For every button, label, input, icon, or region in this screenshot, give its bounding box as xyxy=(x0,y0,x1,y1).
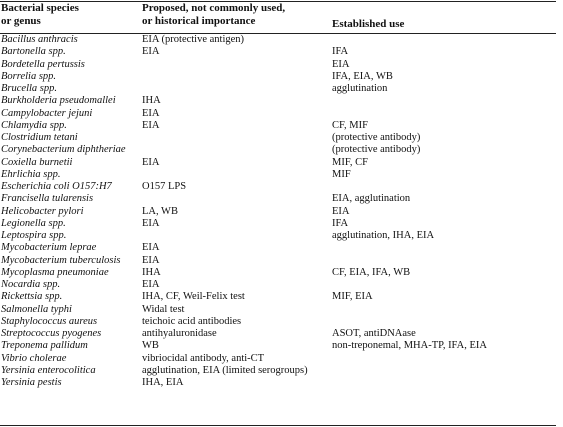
cell-proposed: agglutination, EIA (limited serogroups) xyxy=(142,364,308,376)
table-row xyxy=(0,304,560,316)
cell-genus: Helicobacter pylori xyxy=(1,205,84,217)
cell-established: (protective antibody) xyxy=(332,144,421,156)
cell-proposed: WB xyxy=(142,340,159,352)
table-row xyxy=(0,71,560,83)
cell-established: EIA, agglutination xyxy=(332,193,411,205)
cell-genus: Streptococcus pyogenes xyxy=(1,328,102,339)
cell-proposed: teichoic acid antibodies xyxy=(142,315,242,327)
table-row xyxy=(0,120,560,132)
cell-genus: Corynebacterium diphtheriae xyxy=(1,144,126,156)
cell-proposed: Widal test xyxy=(142,303,185,315)
cell-proposed: EIA xyxy=(142,156,160,168)
table-body xyxy=(0,34,560,389)
cell-established: EIA xyxy=(332,205,350,217)
cell-genus: Burkholderia pseudomallei xyxy=(1,95,116,107)
table-row xyxy=(0,291,560,303)
header-genus-line-2: or genus xyxy=(1,15,41,27)
cell-established: EIA xyxy=(332,58,350,70)
cell-proposed: vibriocidal antibody, anti-CT xyxy=(142,352,265,364)
cell-proposed: O157 LPS xyxy=(142,181,187,192)
table-row xyxy=(0,181,560,193)
cell-established: MIF xyxy=(332,168,351,180)
table-row xyxy=(0,267,560,279)
table-row xyxy=(0,353,560,365)
cell-established: CF, EIA, IFA, WB xyxy=(332,266,411,278)
cell-proposed: EIA xyxy=(142,46,160,58)
cell-genus: Leptospira spp. xyxy=(1,230,67,241)
cell-genus: Bacillus anthracis xyxy=(1,34,78,45)
cell-established: non-treponemal, MHA-TP, IFA, EIA xyxy=(332,340,487,352)
cell-genus: Borrelia spp. xyxy=(1,70,57,82)
cell-genus: Ehrlichia spp. xyxy=(1,168,61,180)
cell-genus: Nocardia spp. xyxy=(1,279,61,290)
cell-proposed: EIA xyxy=(142,254,160,266)
cell-proposed: antihyaluronidase xyxy=(142,328,217,339)
cell-established: IFA, EIA, WB xyxy=(332,70,393,82)
table-row xyxy=(0,144,560,156)
cell-proposed: IHA xyxy=(142,266,161,278)
header-established xyxy=(332,18,552,31)
cell-genus: Rickettsia spp. xyxy=(1,291,63,303)
cell-proposed: IHA xyxy=(142,95,161,107)
header-established-line-1: Established use xyxy=(332,18,405,30)
table-row xyxy=(0,132,560,144)
cell-proposed: EIA xyxy=(142,279,160,290)
cell-genus: Mycoplasma pneumoniae xyxy=(1,266,109,278)
cell-proposed: IHA, EIA xyxy=(142,377,184,388)
header-proposed-line-1: Proposed, not commonly used, xyxy=(142,2,286,14)
cell-genus: Yersinia pestis xyxy=(1,377,62,388)
cell-genus: Bartonella spp. xyxy=(1,46,66,58)
cell-proposed: EIA xyxy=(142,217,160,229)
cell-established: agglutination, IHA, EIA xyxy=(332,230,435,241)
table-row xyxy=(0,34,560,46)
table-row xyxy=(0,328,560,340)
cell-genus: Chlamydia spp. xyxy=(1,119,67,131)
table-row xyxy=(0,230,560,242)
table-row xyxy=(0,59,560,71)
table-row xyxy=(0,193,560,205)
table-row xyxy=(0,365,560,377)
cell-genus: Campylobacter jejuni xyxy=(1,107,93,119)
table-row xyxy=(0,218,560,230)
table-row xyxy=(0,316,560,328)
cell-genus: Francisella tularensis xyxy=(1,193,94,205)
cell-genus: Brucella spp. xyxy=(1,83,57,94)
table-row xyxy=(0,255,560,267)
cell-established: CF, MIF xyxy=(332,119,368,131)
cell-established: MIF, CF xyxy=(332,156,368,168)
cell-genus: Mycobacterium tuberculosis xyxy=(1,254,121,266)
cell-proposed: IHA, CF, Weil-Felix test xyxy=(142,291,245,303)
cell-established: MIF, EIA xyxy=(332,291,373,303)
cell-established: IFA xyxy=(332,217,349,229)
cell-proposed: EIA xyxy=(142,107,160,119)
table-row xyxy=(0,279,560,291)
cell-genus: Treponema pallidum xyxy=(1,340,88,352)
cell-genus: Vibrio cholerae xyxy=(1,352,67,364)
table-row xyxy=(0,157,560,169)
cell-genus: Clostridium tetani xyxy=(1,132,78,143)
table-row xyxy=(0,206,560,218)
cell-proposed: EIA xyxy=(142,242,160,254)
cell-genus: Yersinia enterocolitica xyxy=(1,364,96,376)
cell-proposed: EIA (protective antigen) xyxy=(142,34,245,45)
cell-genus: Escherichia coli O157:H7 xyxy=(1,181,112,192)
cell-genus: Mycobacterium leprae xyxy=(1,242,97,254)
cell-proposed: LA, WB xyxy=(142,205,178,217)
cell-genus: Coxiella burnetii xyxy=(1,156,73,168)
table-row xyxy=(0,83,560,95)
table-row xyxy=(0,340,560,352)
cell-genus: Salmonella typhi xyxy=(1,303,72,315)
cell-established: IFA xyxy=(332,46,349,58)
cell-genus: Legionella spp. xyxy=(1,217,66,229)
header-proposed xyxy=(142,2,342,28)
table-row xyxy=(0,46,560,58)
header-proposed-line-2: or historical importance xyxy=(142,15,256,27)
header-genus-line-1: Bacterial species xyxy=(1,2,79,14)
cell-established: agglutination xyxy=(332,83,388,94)
header-genus xyxy=(1,2,151,28)
cell-genus: Staphylococcus aureus xyxy=(1,315,98,327)
table-row xyxy=(0,108,560,120)
table-row xyxy=(0,95,560,107)
cell-established: ASOT, antiDNAase xyxy=(332,328,416,339)
cell-established: (protective antibody) xyxy=(332,132,421,143)
table-row xyxy=(0,377,560,389)
cell-proposed: EIA xyxy=(142,119,160,131)
cell-genus: Bordetella pertussis xyxy=(1,58,85,70)
table-row xyxy=(0,169,560,181)
table-bottom-rule xyxy=(0,425,556,426)
table-row xyxy=(0,242,560,254)
